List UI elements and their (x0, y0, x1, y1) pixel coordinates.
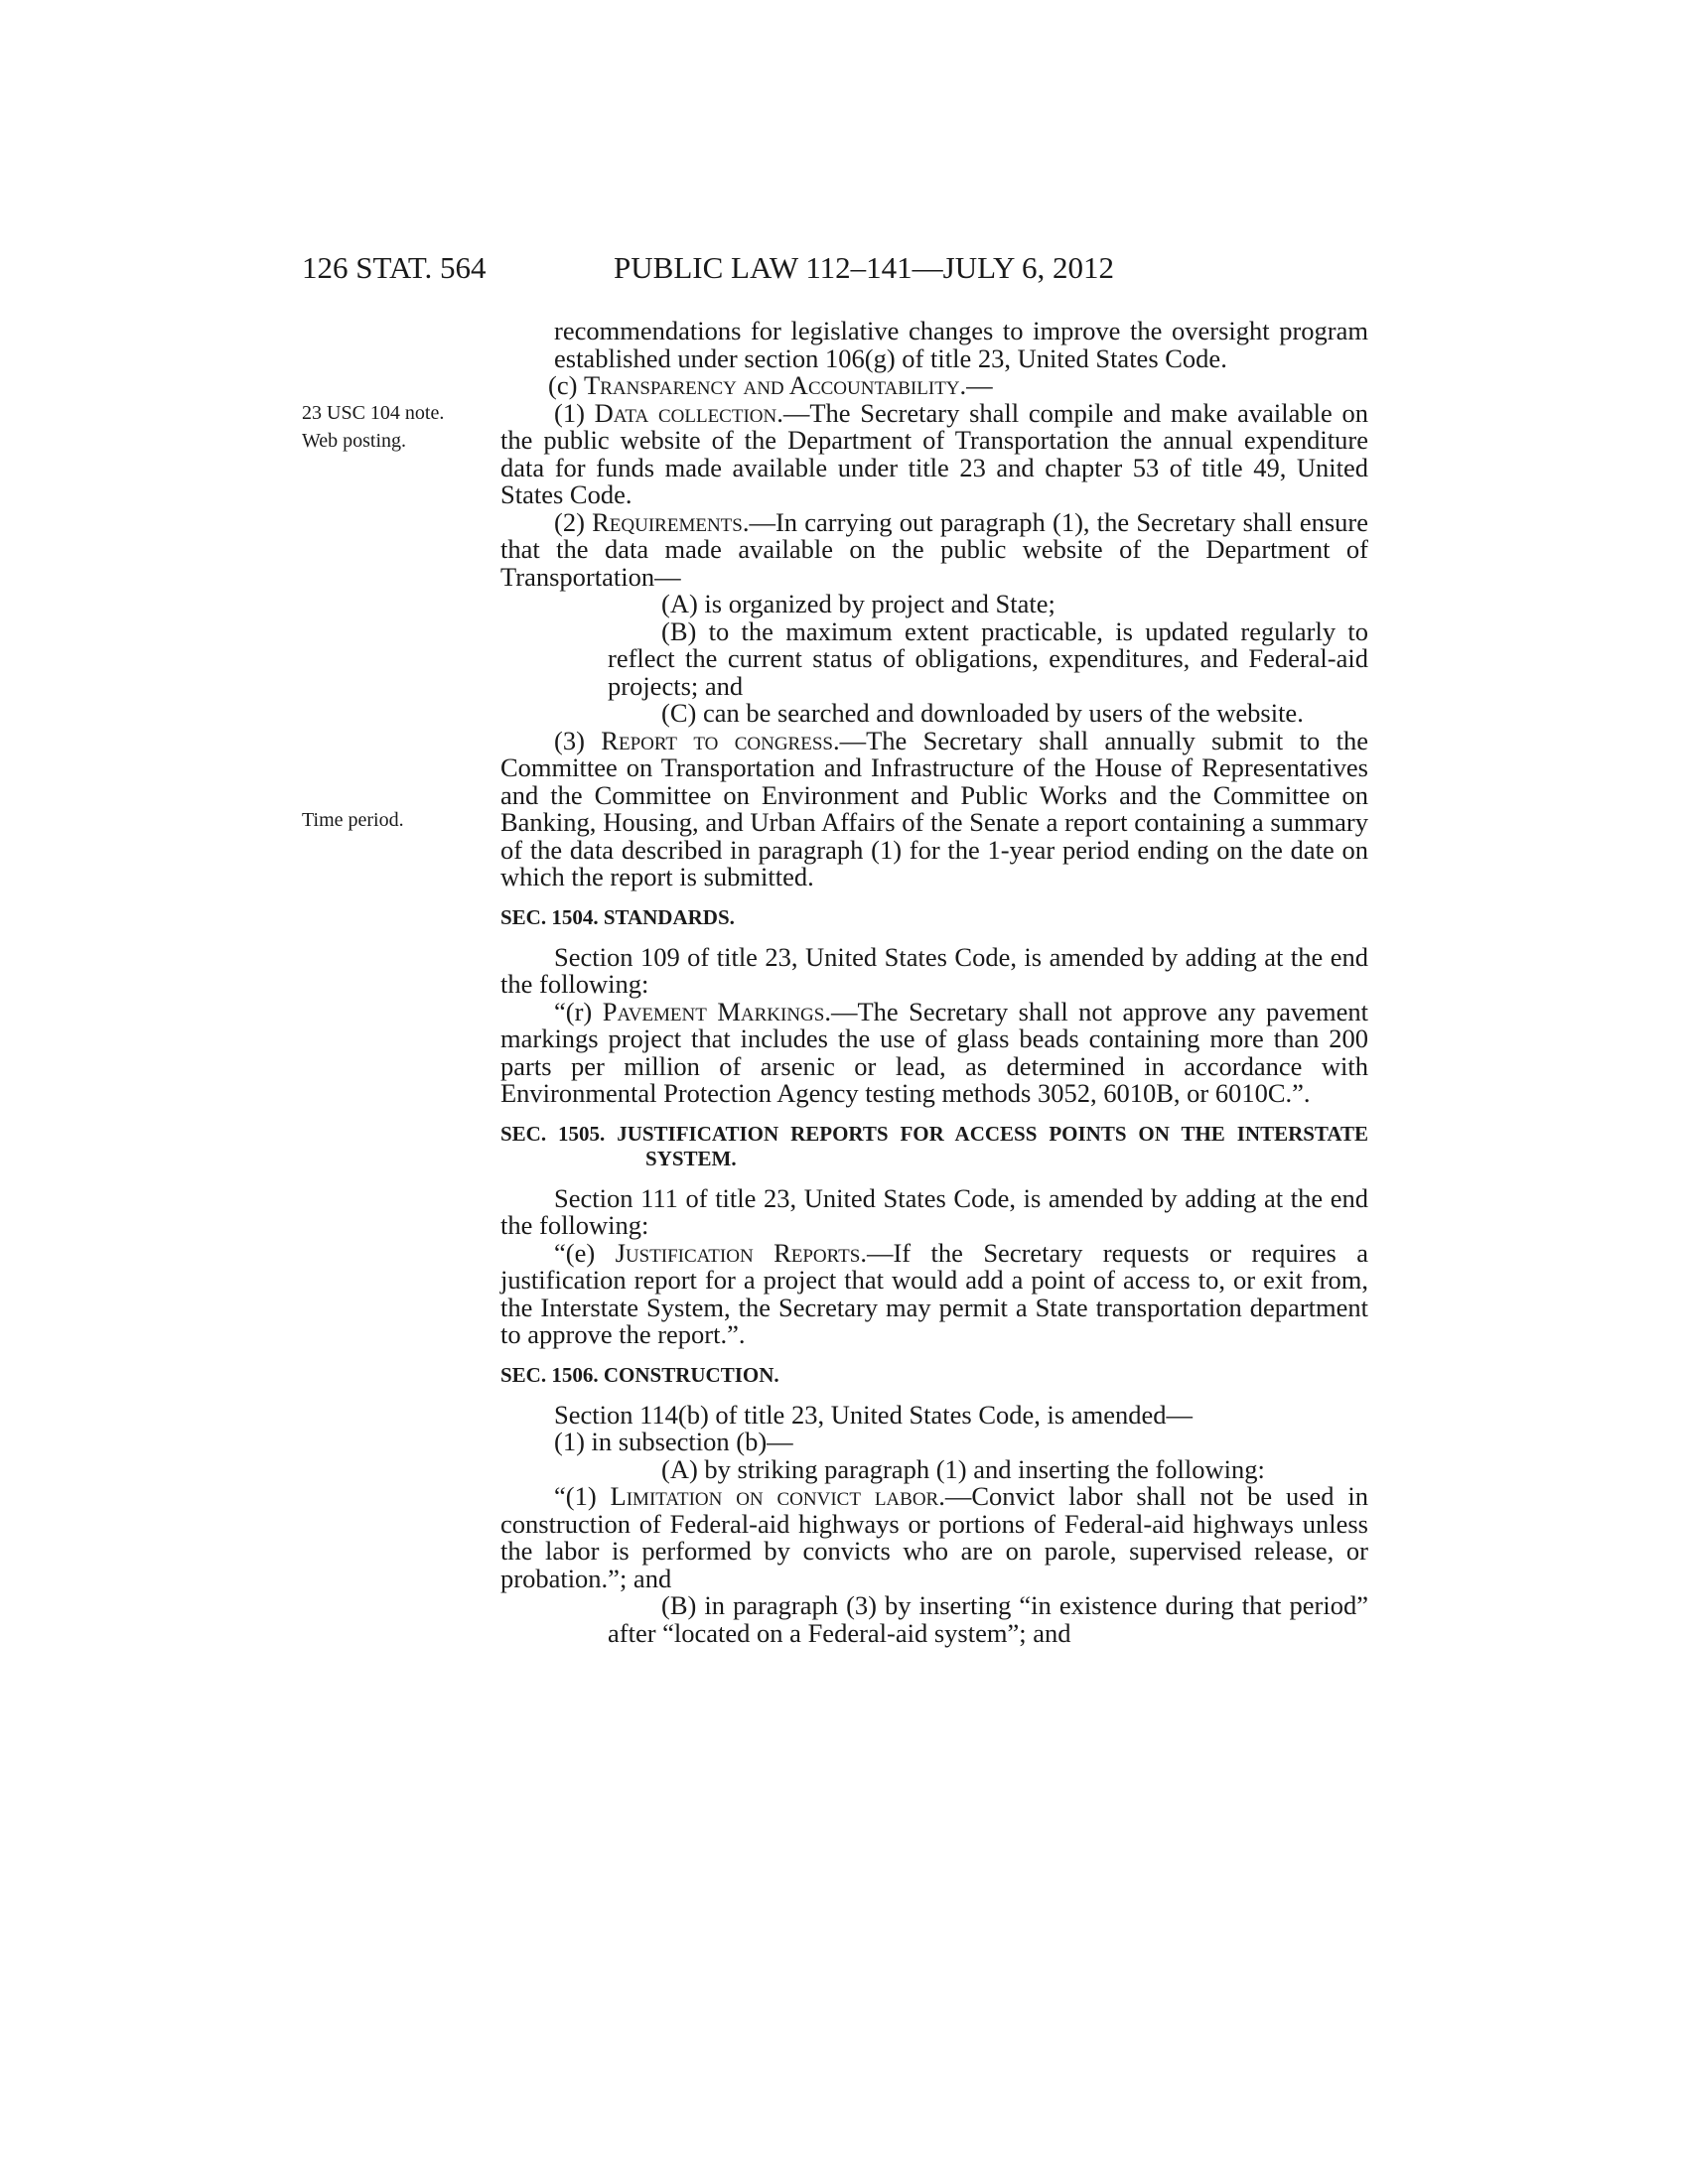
section-1504-intro: Section 109 of title 23, United States Code, is amended by adding at the end the following: (500, 941, 1368, 999)
section-1506-convict-labor: “(1) Limitation on convict labor.—Convict labor shall not be used in construction of Federal-aid highways or portions of Federal-aid highways unless the labor is performed by convicts who are on parole, supervised release, or probation.”; and (500, 1481, 1368, 1593)
section-1506-item-1: (1) in subsection (b)— (554, 1427, 793, 1456)
section-1506-intro: Section 114(b) of title 23, United States Code, is amended— (554, 1399, 1194, 1430)
margin-note-usc: 23 USC 104 note. (302, 402, 445, 424)
main-text-column (500, 318, 1368, 1647)
running-header: PUBLIC LAW 112–141—JULY 6, 2012 (614, 250, 1114, 285)
subsection-c-heading: (c) Transparency and Accountability.— (548, 370, 993, 400)
clause-c: (C) can be searched and downloaded by users of the website. (661, 698, 1304, 728)
paragraph-2-requirements: (2) Requirements.—In carrying out paragraph (1), the Secretary shall ensure that the data made available on the public website of the Department of Transportation— (500, 506, 1368, 592)
section-1506-clause-b: (B) in paragraph (3) by inserting “in existence during that period” after “located on a Federal-aid system”; and (608, 1590, 1368, 1648)
clause-b: (B) to the maximum extent practicable, is updated regularly to reflect the current status of obligations, expenditures, and Federal-aid projects; and (608, 615, 1368, 701)
clause-a: (A) is organized by project and State; (661, 589, 1055, 618)
section-1505-amendment: “(e) Justification Reports.—If the Secretary requests or requires a justification report for a project that would add a point of access to, or exit from, the Interstate System, the Secretary may permit a State transportation department to approve the report.”. (500, 1237, 1368, 1349)
paragraph-3-report: (3) Report to congress.—The Secretary shall annually submit to the Committee on Transportation and Infrastructure of the House of Representatives and the Committee on Environment and Public Works and the Committee on Banking, Housing, and Urban Affairs of the Senate a report containing a summary of the data described in paragraph (1) for the 1-year period ending on the date on which the report is submitted. (500, 725, 1368, 891)
section-1506-heading: SEC. 1506. CONSTRUCTION. (500, 1362, 779, 1387)
paragraph-1-data-collection: (1) Data collection.—The Secretary shall compile and make available on the public website of the Department of Transportation the annual expenditure data for funds made available under title 23 and chapter 53 of title 49, United States Code. (500, 397, 1368, 509)
section-1504-heading: SEC. 1504. STANDARDS. (500, 904, 735, 929)
margin-note-web-posting: Web posting. (302, 430, 407, 452)
page-stat-number: 126 STAT. 564 (302, 250, 487, 285)
section-1504-amendment: “(r) Pavement Markings.—The Secretary shall not approve any pavement markings project that includes the use of glass beads containing more than 200 parts per million of arsenic or lead, as determined in accordance with Environmental Protection Agency testing methods 3052, 6010B, or 6010C.”. (500, 996, 1368, 1108)
section-1505-heading: SEC. 1505. JUSTIFICATION REPORTS FOR ACCESS POINTS ON THE INTERSTATE SYSTEM. (500, 1121, 1368, 1170)
paragraph-recommendations: recommendations for legislative changes to improve the oversight program established under section 106(g) of title 23, United States Code. (554, 316, 1368, 373)
margin-note-time-period: Time period. (302, 809, 404, 831)
section-1505-intro: Section 111 of title 23, United States Code, is amended by adding at the end the following: (500, 1182, 1368, 1240)
section-1506-clause-a: (A) by striking paragraph (1) and inserting the following: (661, 1453, 1265, 1484)
